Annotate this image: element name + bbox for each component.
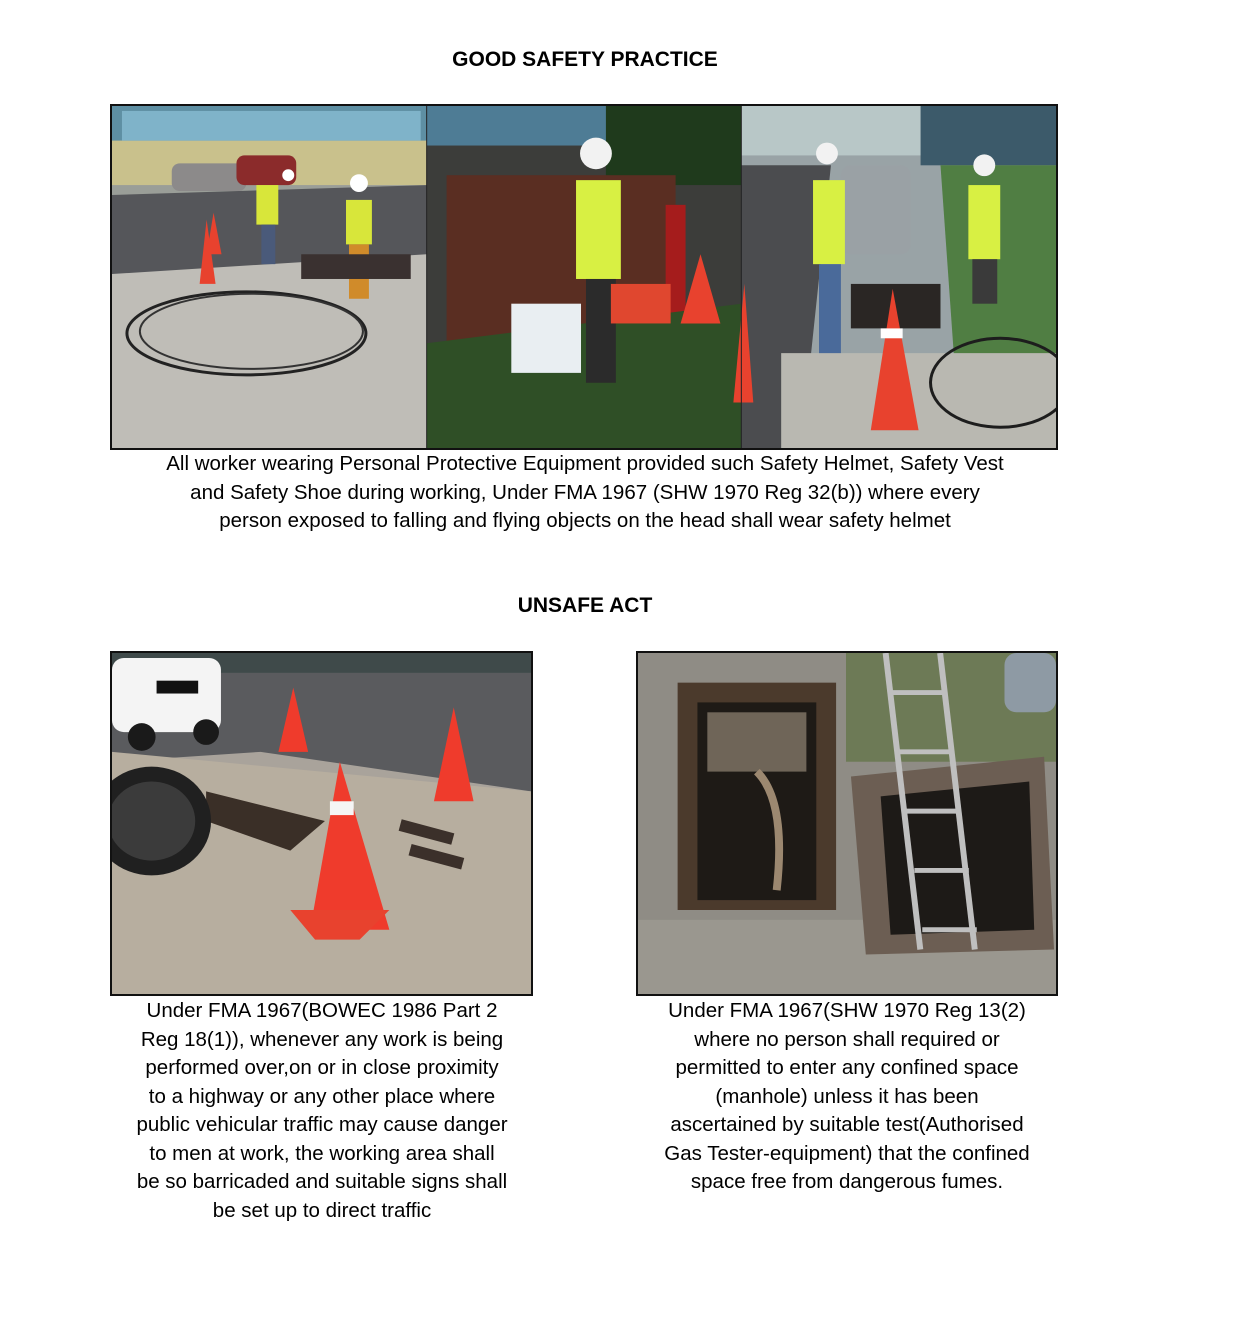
caption-line: Reg 18(1)), whenever any work is being: [140, 1027, 504, 1051]
caption-line: person exposed to falling and flying objects on the head shall wear safety helmet: [219, 509, 951, 532]
photo-open-manhole-ladder: [636, 651, 1058, 996]
unsafe-confined-space-caption: [636, 997, 1058, 1197]
photo-workers-at-manhole: [733, 106, 1056, 448]
caption-line: to a highway or any other place where: [148, 1084, 496, 1108]
unsafe-roadside-caption: [112, 997, 532, 1225]
caption-line: public vehicular traffic may cause danger: [136, 1113, 508, 1136]
caption-line: Under FMA 1967(BOWEC 1986 Part 2: [146, 999, 498, 1022]
caption-line: performed over,on or in close proximity: [145, 1056, 499, 1079]
good-practice-photo-strip: [110, 104, 1058, 450]
caption-line: Under FMA 1967(SHW 1970 Reg 13(2): [668, 999, 1026, 1022]
caption-line: to men at work, the working area shall: [149, 1141, 495, 1165]
caption-line: All worker wearing Personal Protective Equipment provided such Safety Helmet, Safety Vest: [166, 452, 1004, 475]
unsafe-act-heading: UNSAFE ACT: [517, 594, 653, 617]
caption-line: be set up to direct traffic: [212, 1198, 432, 1222]
photo-worker-at-truck: [427, 106, 742, 448]
good-practice-heading: GOOD SAFETY PRACTICE: [452, 48, 718, 71]
caption-line: (manhole) unless it has been: [715, 1084, 979, 1108]
good-practice-caption: [70, 450, 1100, 536]
caption-line: be so barricaded and suitable signs shall: [136, 1170, 508, 1193]
caption-line: where no person shall required or: [694, 1027, 1000, 1051]
caption-line: ascertained by suitable test(Authorised: [670, 1113, 1024, 1136]
caption-line: space free from dangerous fumes.: [690, 1170, 1004, 1193]
photo-workers-laying-cable: [112, 106, 427, 448]
caption-line: Gas Tester-equipment) that the confined: [664, 1141, 1030, 1165]
photo-unbarricaded-manhole-roadside: [110, 651, 533, 996]
caption-line: and Safety Shoe during working, Under FMA 1967 (SHW 1970 Reg 32(b)) where every: [190, 480, 980, 504]
caption-line: permitted to enter any confined space: [675, 1056, 1019, 1079]
